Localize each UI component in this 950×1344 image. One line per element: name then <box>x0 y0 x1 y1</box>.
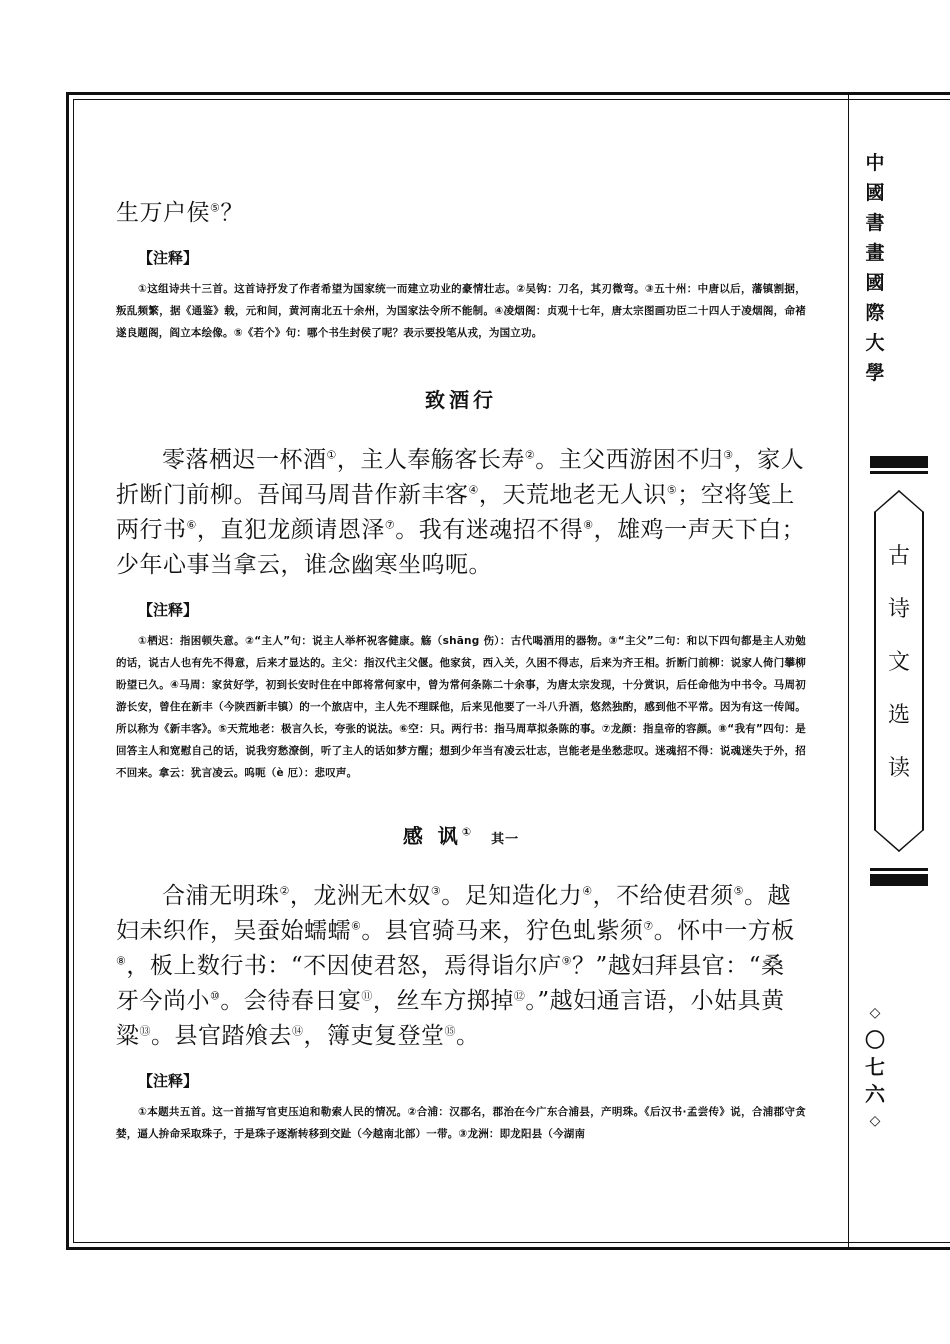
panel-bottom-bar <box>870 874 928 886</box>
book-title-char: 选 <box>887 703 910 728</box>
note-label: 【注释】 <box>138 601 199 619</box>
title-char: 際 <box>865 302 885 324</box>
page-digit: 〇 <box>865 1028 885 1052</box>
book-title-char: 读 <box>887 756 910 781</box>
sidebar-divider <box>848 92 849 1250</box>
title-char: 中 <box>865 152 885 174</box>
diamond-icon: ◇ <box>869 1113 881 1129</box>
title-char: 大 <box>865 332 885 354</box>
sidebar-book-title <box>870 530 928 795</box>
page-number <box>862 1000 888 1135</box>
poem-tail: 生万户侯⑤？ <box>116 200 244 226</box>
title-char: 書 <box>865 212 885 234</box>
page-digit: 六 <box>865 1082 885 1106</box>
poem-body: 零落栖迟一杯酒①，主人奉觞客长寿②。主父西游困不归③，家人折断门前柳。吾闻马周昔作新丰客④，天荒地老无人识⑤；空将笺上两行书⑥，直犯龙颜请恩泽⑦。我有迷魂招不得⑧，雄鸡一声天下白；少年心事当拿云，谁念幽寒坐呜呃。 <box>116 447 806 578</box>
note-text: ①栖迟：指困顿失意。②“主人”句：说主人举杯祝客健康。觞（shāng 伤）：古代喝酒用的器物。③“主父”二句：和以下四句都是主人劝勉的话，说古人也有先不得意，后来才显达的。主父：指汉代主父偃。他家贫，西入关，久困不得志，后来为齐王相。折断门前柳：说家人倚门攀柳盼望已久。④马周：家贫好学，初到长安时住在中郎将常何家中，曾为常何条陈二十余事，为唐太宗发现，十分赏识，后任命他为中书令。马周初游长安，曾住在新丰（今陕西新丰镇）的一个旅店中，主人先不理睬他，后来见他要了一斗八升酒，悠然独酌，感到他不平常。因为有这一传闻。所以称为《新丰客》。⑤天荒地老：极言久长，夸张的说法。⑥空：只。两行书：指马周草拟条陈的事。⑦龙颜：指皇帝的容颜。⑧“我有”四句：是回答主人和宽慰自己的话，说我穷愁潦倒，听了主人的话如梦方醒；想到少年当有凌云壮志，岂能老是坐愁悲叹。迷魂招不得：说魂迷失于外，招不回来。拿云：犹言凌云。呜呃（è 厄）：悲叹声。 <box>116 635 806 779</box>
sidebar-publisher-title <box>860 148 890 388</box>
poem-body: 合浦无明珠②，龙洲无木奴③。足知造化力④，不给使君须⑤。越妇未织作，吴蚕始蠕蠕⑥。县官骑马来，狞色虬紫须⑦。怀中一方板⑧，板上数行书：“不因使君怒，焉得诣尔庐⑨？”越妇拜县官：“桑牙今尚小⑩。会待春日宴⑪，丝车方掷掉⑫。”越妇通言语，小姑具黄粱⑬。县官踏飧去⑭，簿吏复登堂⑮。 <box>116 883 795 1049</box>
panel-top-bar <box>870 456 928 468</box>
note-text: ①本题共五首。这一首描写官吏压迫和勒索人民的情况。②合浦：汉郡名，郡治在今广东合浦县，产明珠。《后汉书·孟尝传》说，合浦郡守贪婪，逼人拚命采取珠子，于是珠子逐渐转移到交趾（今越南北部）一带。③龙洲：即龙阳县（今湖南 <box>116 1106 806 1140</box>
page-content <box>116 196 806 1145</box>
poem-title: 感 讽①其一 <box>402 824 520 848</box>
page-digit: 七 <box>865 1055 885 1079</box>
book-title-char: 诗 <box>887 597 910 622</box>
title-char: 國 <box>865 272 885 294</box>
note-label: 【注释】 <box>138 249 199 267</box>
note-label: 【注释】 <box>138 1072 199 1090</box>
diamond-icon: ◇ <box>869 1005 881 1021</box>
poem-title: 致酒行 <box>425 388 497 412</box>
book-title-char: 古 <box>887 544 910 569</box>
title-char: 國 <box>865 182 885 204</box>
book-title-char: 文 <box>887 650 910 675</box>
title-char: 學 <box>865 362 885 384</box>
note-text: ①这组诗共十三首。这首诗抒发了作者希望为国家统一而建立功业的豪情壮志。②吴钩：刀名，其刃微弯。③五十州：中唐以后，藩镇割据，叛乱频繁，据《通鉴》载，元和间，黄河南北五十余州，为国家法令所不能制。④凌烟阁：贞观十七年，唐太宗图画功臣二十四人于凌烟阁，命褚遂良题阁，阎立本绘像。⑤《若个》句：哪个书生封侯了呢？表示要投笔从戎，为国立功。 <box>116 283 806 339</box>
poem-subtitle: 其一 <box>491 832 520 847</box>
title-char: 畫 <box>865 242 885 264</box>
